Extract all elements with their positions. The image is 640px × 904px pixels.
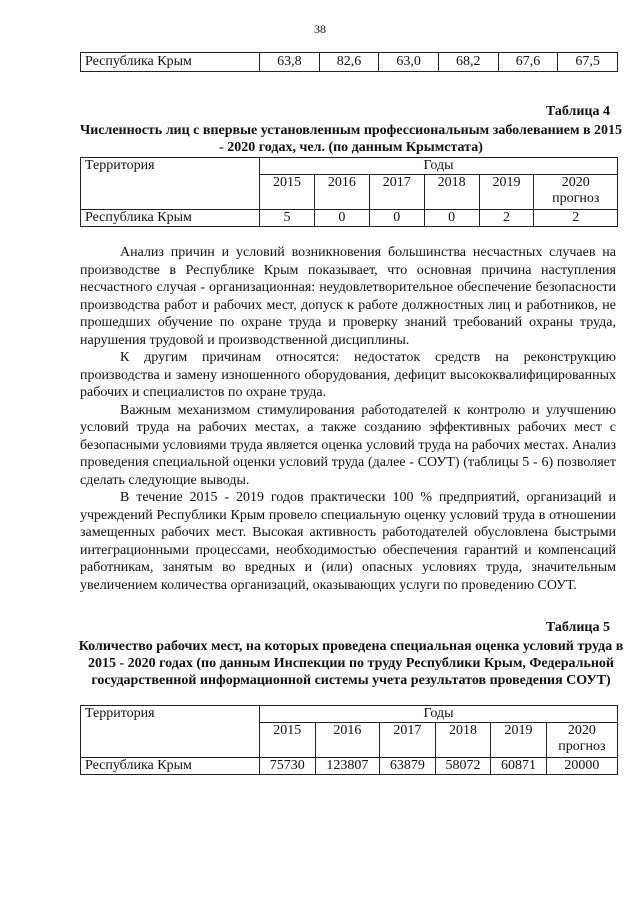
year-cell: 2015 [260, 175, 315, 210]
table4-title: Численность лиц с впервые установленным профессиональным заболеванием в 2015 - 2020 годах, чел. (по данным Крымстата) [79, 123, 623, 155]
paragraph: Анализ причин и условий возникновения большинства несчастных случаев на производстве в Республике Крым показывает, что основная причина наступления несчастного случая - организационная: неудовлетворительное обеспечение безопасности производства работ и рабочих мест, допуск к работе должностных лиц и работников, не прошедших обучение по охране труда и проверку знаний требований охраны труда, нарушения трудовой и производственной дисциплины. [80, 245, 616, 348]
table4 [80, 157, 618, 227]
table5-title: Количество рабочих мест, на которых проведена специальная оценка условий труда в 2015 - 2020 годах (по данным Инспекции по труду Республики Крым, Федеральной государственной информационной системы учета результатов проведения СОУТ) [78, 639, 624, 688]
territory-header: Территория [81, 706, 260, 758]
year-cell: 2015 [260, 723, 316, 758]
value-cell: 82,6 [319, 53, 379, 72]
year-forecast-cell [534, 175, 618, 210]
territory-header: Территория [81, 158, 260, 210]
value-cell: 20000 [546, 758, 617, 775]
year-cell: 2018 [435, 723, 491, 758]
table-row [81, 210, 618, 227]
page-number: 38 [314, 22, 326, 36]
years-header: Годы [260, 158, 618, 175]
forecast-label: прогноз [552, 191, 600, 206]
value-cell: 63,0 [379, 53, 439, 72]
value-cell: 67,5 [558, 53, 618, 72]
table-row [81, 758, 618, 775]
table4-caption: Таблица 4 [545, 104, 610, 119]
years-header: Годы [260, 706, 618, 723]
year-cell: 2016 [315, 723, 379, 758]
table5 [80, 705, 618, 775]
value-cell: 58072 [435, 758, 491, 775]
value-cell: 75730 [260, 758, 316, 775]
value-cell: 0 [314, 210, 369, 227]
year-cell: 2019 [479, 175, 534, 210]
year-cell: 2017 [380, 723, 436, 758]
value-cell: 2 [479, 210, 534, 227]
year-label: 2020 [567, 723, 596, 738]
year-cell: 2019 [491, 723, 547, 758]
value-cell: 67,6 [498, 53, 558, 72]
territory-cell: Республика Крым [81, 53, 260, 72]
table-header-row [81, 158, 618, 175]
value-cell: 123807 [315, 758, 379, 775]
paragraph: В течение 2015 - 2019 годов практически 100 % предприятий, организаций и учреждений Республики Крым провело специальную оценку условий труда в отношении замещенных рабочих мест. Высокая активность работодателей обусловлена быстрыми интеграционными процессами, необходимостью обеспечения гарантий и компенсаций работникам, занятым во вредных и (или) опасных условиях труда, значительным увеличением количества организаций, оказывающих услуги по проведению СОУТ. [80, 490, 616, 593]
paragraph: К другим причинам относятся: недостаток средств на реконструкцию производства и замену изношенного оборудования, дефицит высококвалифицированных рабочих и специалистов по охране труда. [80, 350, 616, 400]
year-label: 2020 [561, 175, 590, 190]
table5-caption: Таблица 5 [545, 620, 610, 635]
value-cell: 0 [369, 210, 424, 227]
value-cell: 2 [534, 210, 618, 227]
forecast-label: прогноз [558, 739, 606, 754]
table-header-row [81, 706, 618, 723]
value-cell: 0 [424, 210, 479, 227]
year-cell: 2016 [314, 175, 369, 210]
top-row-table [80, 52, 618, 72]
territory-cell: Республика Крым [81, 758, 260, 775]
territory-cell: Республика Крым [81, 210, 260, 227]
value-cell: 63,8 [260, 53, 320, 72]
paragraph: Важным механизмом стимулирования работодателей к контролю и улучшению условий труда на рабочих местах, а также созданию эффективных рабочих мест с безопасными условиями труда является оценка условий труда на рабочих местах. Анализ проведения специальной оценки условий труда (далее - СОУТ) (таблицы 5 - 6) позволяет сделать следующие выводы. [80, 402, 616, 488]
value-cell: 68,2 [438, 53, 498, 72]
year-forecast-cell [546, 723, 617, 758]
value-cell: 60871 [491, 758, 547, 775]
body-text [80, 244, 616, 594]
table-row [81, 53, 618, 72]
value-cell: 63879 [380, 758, 436, 775]
value-cell: 5 [260, 210, 315, 227]
year-cell: 2018 [424, 175, 479, 210]
year-cell: 2017 [369, 175, 424, 210]
